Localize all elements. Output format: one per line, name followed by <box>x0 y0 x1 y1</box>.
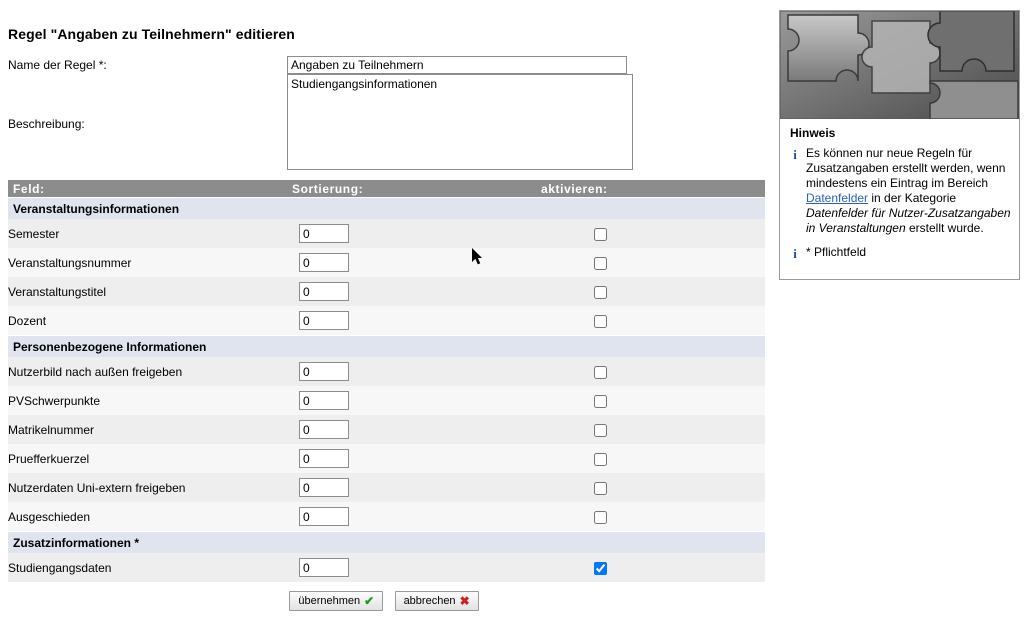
table-row <box>8 473 765 502</box>
row-sort-cell <box>292 386 541 415</box>
row-activate-cell <box>541 277 765 306</box>
row-sort-cell <box>292 277 541 306</box>
grid-header-field: Feld: <box>13 181 45 196</box>
row-activate-cell <box>541 219 765 248</box>
sort-input[interactable] <box>299 558 349 577</box>
rule-description-textarea[interactable] <box>287 74 633 170</box>
row-activate-cell <box>541 444 765 473</box>
table-row <box>8 357 765 386</box>
sort-input[interactable] <box>299 449 349 468</box>
group-header-row <box>8 532 765 554</box>
row-sort-cell <box>292 473 541 502</box>
sort-input[interactable] <box>299 478 349 497</box>
row-label: Pruefferkuerzel <box>8 444 292 473</box>
row-sort-cell <box>292 502 541 532</box>
rule-description-label: Beschreibung: <box>8 116 85 131</box>
sort-input[interactable] <box>299 253 349 272</box>
grid-header-sort: Sortierung: <box>292 181 364 196</box>
row-activate-cell <box>541 502 765 532</box>
hint-text-emphasis: Datenfelder für Nutzer-Zusatzangaben in Veranstaltungen <box>806 206 1011 235</box>
table-row <box>8 277 765 306</box>
activate-checkbox[interactable] <box>594 482 607 495</box>
rule-name-input[interactable] <box>287 56 627 74</box>
row-activate-cell <box>541 386 765 415</box>
row-label: Matrikelnummer <box>8 415 292 444</box>
button-bar <box>8 591 760 611</box>
row-activate-cell <box>541 306 765 336</box>
table-row <box>8 444 765 473</box>
hint-text-part: erstellt wurde. <box>905 221 984 235</box>
activate-checkbox[interactable] <box>594 453 607 466</box>
sort-input[interactable] <box>299 362 349 381</box>
row-activate-cell <box>541 248 765 277</box>
row-label: Nutzerdaten Uni-extern freigeben <box>8 473 292 502</box>
group-title: Veranstaltungsinformationen <box>8 198 765 220</box>
rule-name-row <box>8 56 760 74</box>
activate-checkbox[interactable] <box>594 395 607 408</box>
activate-checkbox[interactable] <box>594 257 607 270</box>
hint-body <box>780 119 1019 279</box>
rule-properties-table <box>8 56 760 173</box>
sort-input[interactable] <box>299 507 349 526</box>
group-title: Zusatzinformationen * <box>8 532 765 554</box>
hint-item-text <box>802 146 1011 236</box>
hint-panel <box>779 10 1020 280</box>
activate-checkbox[interactable] <box>594 366 607 379</box>
activate-checkbox[interactable] <box>594 511 607 524</box>
row-activate-cell <box>541 357 765 386</box>
hint-text-part: in der Kategorie <box>868 191 957 205</box>
sort-input[interactable] <box>299 224 349 243</box>
rule-description-row <box>8 74 760 173</box>
row-label: Veranstaltungsnummer <box>8 248 292 277</box>
group-title: Personenbezogene Informationen <box>8 336 765 358</box>
required-field-note: * Pflichtfeld <box>806 245 867 259</box>
row-label: Nutzerbild nach außen freigeben <box>8 357 292 386</box>
row-label: Ausgeschieden <box>8 502 292 532</box>
row-sort-cell <box>292 444 541 473</box>
table-row <box>8 248 765 277</box>
close-icon: ✖ <box>459 594 470 608</box>
row-activate-cell <box>541 553 765 582</box>
cancel-button[interactable] <box>395 591 479 611</box>
sort-input[interactable] <box>299 391 349 410</box>
hint-item-text <box>802 245 866 260</box>
sort-input[interactable] <box>299 311 349 330</box>
row-label: Studiengangsdaten <box>8 553 292 582</box>
activate-checkbox[interactable] <box>594 562 607 575</box>
info-icon: i <box>793 246 797 261</box>
puzzle-illustration <box>780 11 1019 119</box>
group-header-row <box>8 336 765 358</box>
datenfelder-link[interactable]: Datenfelder <box>806 191 869 205</box>
activate-checkbox[interactable] <box>594 315 607 328</box>
activate-checkbox[interactable] <box>594 424 607 437</box>
rule-name-label: Name der Regel *: <box>8 58 107 72</box>
check-icon: ✔ <box>364 594 375 608</box>
row-sort-cell <box>292 415 541 444</box>
rule-name-field-cell <box>287 56 760 74</box>
form-column <box>8 0 760 611</box>
grid-header-activate: aktivieren: <box>541 181 608 196</box>
activate-checkbox[interactable] <box>594 286 607 299</box>
row-sort-cell <box>292 248 541 277</box>
row-label: PVSchwerpunkte <box>8 386 292 415</box>
hint-title: Hinweis <box>790 126 836 140</box>
rule-description-field-cell <box>287 74 760 173</box>
submit-button[interactable] <box>289 591 383 611</box>
row-sort-cell <box>292 219 541 248</box>
activate-checkbox[interactable] <box>594 228 607 241</box>
submit-button-label: übernehmen <box>298 595 361 607</box>
info-icon: i <box>793 147 797 162</box>
hint-text-part: Es können nur neue Regeln für Zusatzangaben erstellt werden, wenn mindestens ein Eintrag im Bereich <box>806 146 1006 190</box>
fields-grid <box>8 180 765 582</box>
group-header-row <box>8 198 765 220</box>
table-row <box>8 502 765 532</box>
row-activate-cell <box>541 415 765 444</box>
row-activate-cell <box>541 473 765 502</box>
hint-item <box>788 245 1011 261</box>
sort-input[interactable] <box>299 420 349 439</box>
table-row <box>8 306 765 336</box>
hint-item <box>788 146 1011 236</box>
row-sort-cell <box>292 357 541 386</box>
table-row <box>8 386 765 415</box>
table-row <box>8 553 765 582</box>
row-sort-cell <box>292 306 541 336</box>
grid-header-row <box>8 180 765 198</box>
row-sort-cell <box>292 553 541 582</box>
table-row <box>8 219 765 248</box>
page-title: Regel "Angaben zu Teilnehmern" editieren <box>8 26 295 42</box>
table-row <box>8 415 765 444</box>
row-label: Semester <box>8 219 292 248</box>
puzzle-image <box>780 11 1019 119</box>
row-label: Dozent <box>8 306 292 336</box>
row-label: Veranstaltungstitel <box>8 277 292 306</box>
cancel-button-label: abbrechen <box>403 595 456 607</box>
sort-input[interactable] <box>299 282 349 301</box>
